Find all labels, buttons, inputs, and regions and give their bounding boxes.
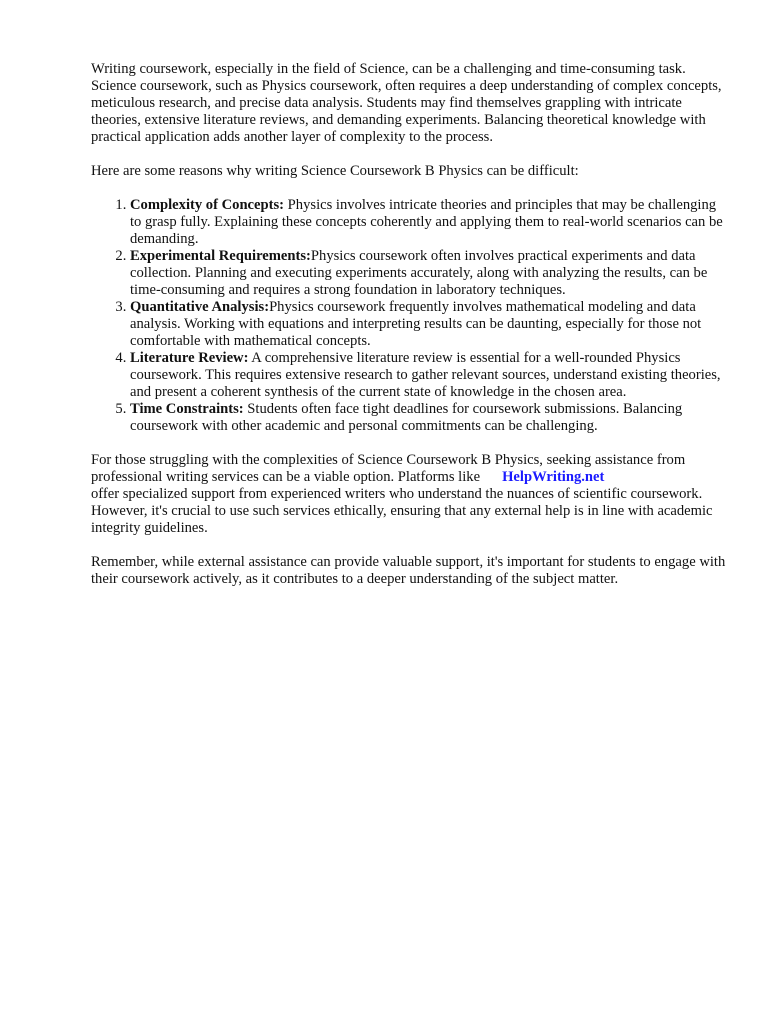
list-item-term: Time Constraints:	[130, 401, 244, 417]
reasons-list	[91, 197, 728, 435]
assistance-text-after: offer specialized support from experienced writers who understand the nuances of scientific coursework. However, it's crucial to use such services ethically, ensuring that any external help is in line with academic integrity guidelines.	[91, 486, 713, 536]
list-item-text: Physics coursework frequently involves mathematical modeling and data analysis. Working with equations and interpreting results can be daunting, especially for those not comfortable with mathematical concepts.	[130, 299, 702, 349]
intro-paragraph: Writing coursework, especially in the field of Science, can be a challenging and time-consuming task. Science coursework, such as Physics coursework, often requires a deep understanding of complex concepts, meticulous research, and precise data analysis. Students may find themselves grappling with intricate theories, extensive literature reviews, and demanding experiments. Balancing theoretical knowledge with practical application adds another layer of complexity to the process.	[91, 61, 722, 145]
assistance-text-before: For those struggling with the complexities of Science Coursework B Physics, seeking assistance from professional writing services can be a viable option. Platforms like	[91, 452, 686, 485]
list-item	[130, 299, 728, 350]
helpwriting-link[interactable]: HelpWriting.net	[502, 469, 605, 485]
list-item-text: Physics involves intricate theories and principles that may be challenging to grasp fully. Explaining these concepts coherently and applying them to real-world scenarios can be demanding.	[130, 197, 723, 247]
assistance-paragraph	[91, 452, 728, 537]
list-item-term: Complexity of Concepts:	[130, 197, 285, 213]
list-item	[130, 197, 728, 248]
reasons-lead: Here are some reasons why writing Science Coursework B Physics can be difficult:	[91, 163, 579, 179]
list-item-text: Students often face tight deadlines for coursework submissions. Balancing coursework with other academic and personal commitments can be challenging.	[130, 401, 683, 434]
list-item	[130, 350, 728, 401]
closing-paragraph: Remember, while external assistance can provide valuable support, it's important for students to engage with their coursework actively, as it contributes to a deeper understanding of the subject matter.	[91, 554, 726, 587]
list-item-term: Literature Review:	[130, 350, 249, 366]
list-item-text: Physics coursework often involves practical experiments and data collection. Planning and executing experiments accurately, along with analyzing the results, can be time-consuming and requires a strong foundation in laboratory techniques.	[130, 248, 708, 298]
list-item	[130, 401, 728, 435]
list-item-term: Quantitative Analysis:	[130, 299, 270, 315]
list-item-term: Experimental Requirements:	[130, 248, 311, 264]
list-item-text: A comprehensive literature review is essential for a well-rounded Physics coursework. This requires extensive research to gather relevant sources, understand existing theories, and present a coherent synthesis of the current state of knowledge in the chosen area.	[130, 350, 721, 400]
list-item	[130, 248, 728, 299]
